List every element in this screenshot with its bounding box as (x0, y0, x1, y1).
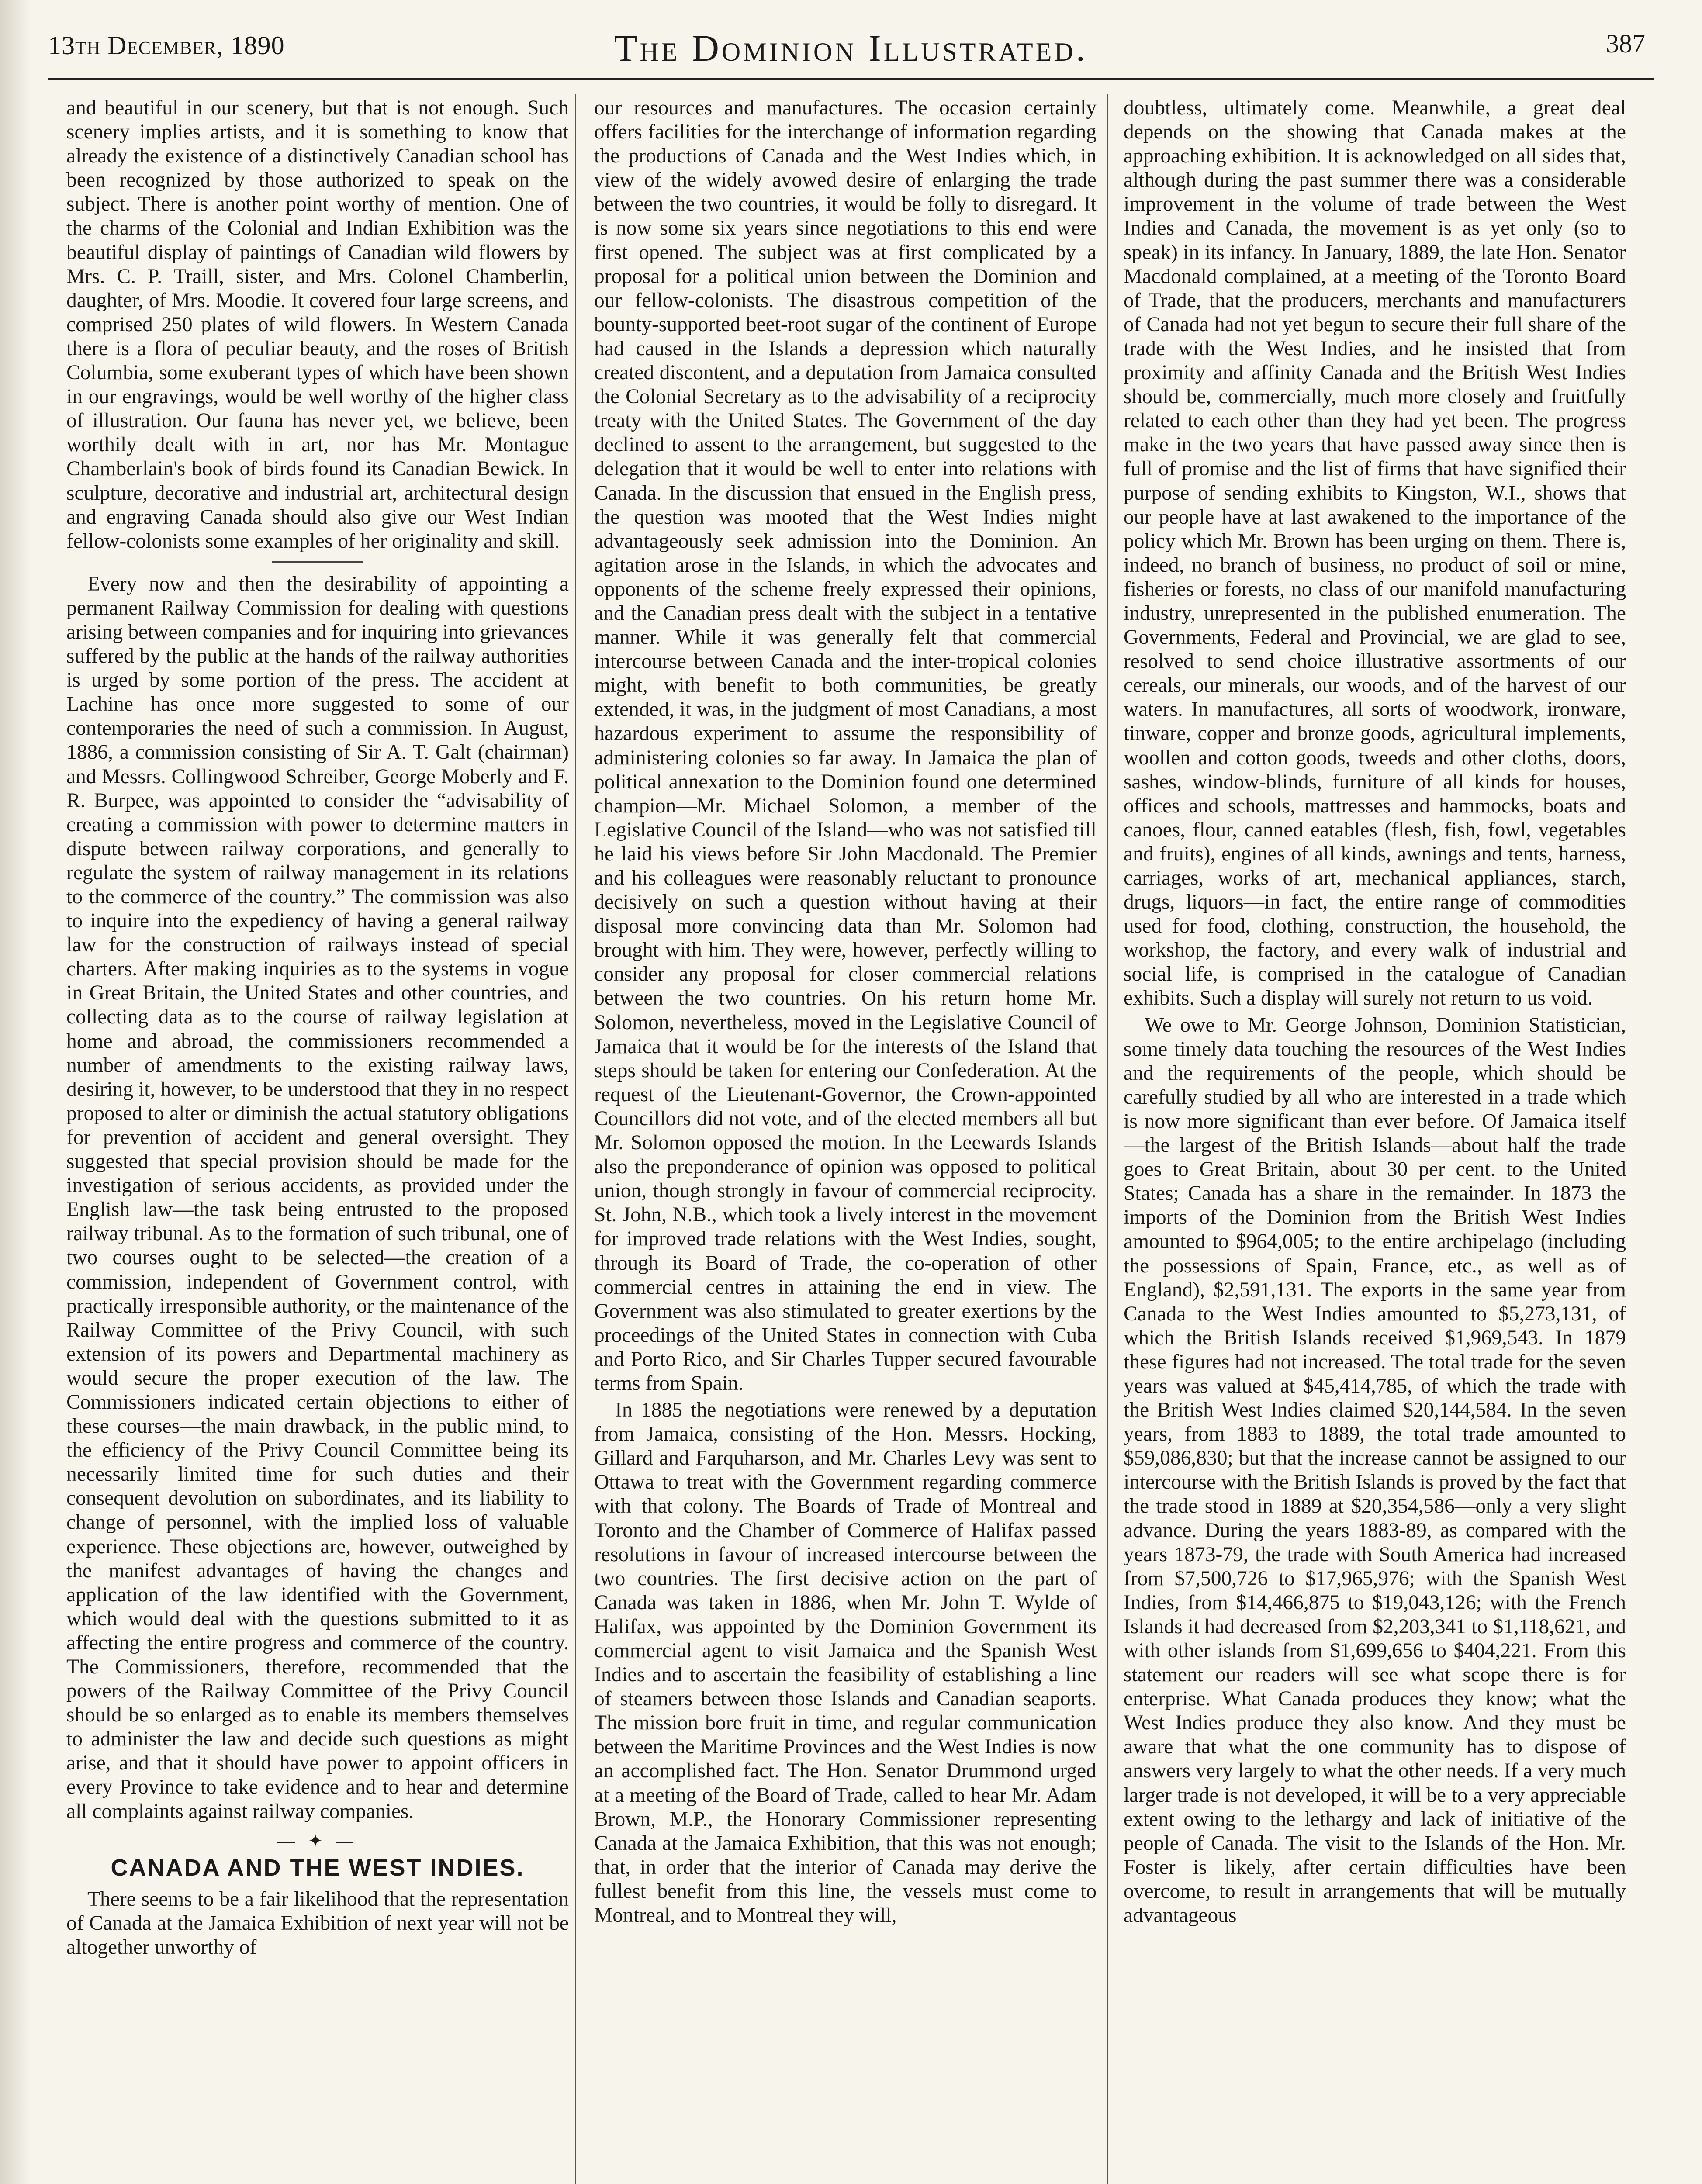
column-3 (1124, 96, 1626, 2184)
header-rule (48, 78, 1654, 80)
column-divider (575, 94, 576, 2184)
paragraph: doubtless, ultimately come. Meanwhile, a great deal depends on the showing that Canada makes at the approaching exhibition. It is acknowledged on all sides that, although during the past summer there was a considerable improvement in the volume of trade between the West Indies and Canada, the movement is as yet only (so to speak) in its infancy. In January, 1889, the late Hon. Senator Macdonald complained, at a meeting of the Toronto Board of Trade, that the producers, merchants and manufacturers of Canada had not yet begun to secure their full share of the trade with the West Indies, and he insisted that from proximity and affinity Canada and the British West Indies should be, commercially, much more closely and fruitfully related to each other than they had yet been. The progress make in the two years that have passed away since then is full of promise and the list of firms that have signified their purpose of sending exhibits to Kingston, W.I., shows that our people have at last awakened to the importance of the policy which Mr. Brown has been urging on them. There is, indeed, no branch of business, no product of soil or mine, fisheries or forests, no class of our manifold manufacturing industry, unrepresented in the published enumeration. The Governments, Federal and Provincial, we are glad to see, resolved to send choice illustrative assortments of our cereals, our minerals, our woods, and of the harvest of our waters. In manufactures, all sorts of woodwork, ironware, tinware, copper and bronze goods, agricultural implements, woollen and cotton goods, tweeds and other cloths, doors, sashes, window-blinds, furniture of all kinds for houses, offices and schools, mattresses and hammocks, boats and canoes, flour, canned eatables (flesh, fish, fowl, vegetables and fruits), engines of all kinds, awnings and tents, harness, carriages, works of art, mechanical appliances, starch, drugs, liquors—in fact, the entire range of commodities used for food, clothing, construction, the household, the workshop, the factory, and every walk of industrial and social life, is comprised in the catalogue of Canadian exhibits. Such a display will surely not return to us void. (1124, 97, 1626, 1010)
issue-date: 13th December, 1890 (48, 31, 285, 60)
paragraph: our resources and manufactures. The occasion certainly offers facilities for the interchange of information regarding the productions of Canada and the West Indies which, in view of the widely avowed desire of enlarging the trade between the two countries, it would be folly to disregard. It is now some six years since negotiations to this end were first opened. The subject was at first complicated by a proposal for a political union between the Dominion and our fellow-colonists. The disastrous competition of the bounty-supported beet-root sugar of the continent of Europe had caused in the Islands a depression which naturally created discontent, and a deputation from Jamaica consulted the Colonial Secretary as to the advisability of a reciprocity treaty with the United States. The Government of the day declined to assent to the arrangement, but suggested to the delegation that it would be well to enter into relations with Canada. In the discussion that ensued in the English press, the question was mooted that the West Indies might advantageously seek admission into the Dominion. An agitation arose in the Islands, in which the advocates and opponents of the scheme freely expressed their opinions, and the Canadian press dealt with the subject in a tentative manner. While it was generally felt that commercial intercourse between Canada and the inter-tropical colonies might, with benefit to both communities, be greatly extended, it was, in the judgment of most Canadians, a most hazardous experiment to assume the responsibility of administering colonies so far away. In Jamaica the plan of political annexation to the Dominion found one determined champion—Mr. Michael Solomon, a member of the Legislative Council of the Island—who was not satisfied till he laid his views before Sir John Macdonald. The Premier and his colleagues were reasonably reluctant to pronounce decisively on such a question without having at their disposal more convincing data than Mr. Solomon had brought with him. They were, however, perfectly willing to consider any proposal for closer commercial relations between the two countries. On his return home Mr. Solomon, nevertheless, moved in the Legislative Council of Jamaica that it would be for the interests of the Island that steps should be taken for entering our Confederation. At the request of the Lieutenant-Governor, the Crown-appointed Councillors did not vote, and of the elected members all but Mr. Solomon opposed the motion. In the Leewards Islands also the preponderance of opinion was opposed to political union, though strongly in favour of commercial reciprocity. St. John, N.B., which took a lively interest in the movement for improved trade relations with the West Indies, sought, through its Board of Trade, the co-operation of other commercial centres in attaining the end in view. The Government was also stimulated to greater exertions by the proceedings of the United States in connection with Cuba and Porto Rico, and Sir Charles Tupper secured favourable terms from Spain. (594, 97, 1097, 1395)
column-divider (1107, 94, 1108, 2184)
page-number: 387 (1606, 29, 1645, 58)
paragraph: Every now and then the desirability of appointing a permanent Railway Commission for dealing with questions arising between companies and for inquiring into grievances suffered by the public at the hands of the railway authorities is urged by some portion of the press. The accident at Lachine has once more suggested to some of our contemporaries the need of such a commission. In August, 1886, a commission consisting of Sir A. T. Galt (chairman) and Messrs. Collingwood Schreiber, George Moberly and F. R. Burpee, was appointed to consider the “advisability of creating a commission with power to determine matters in dispute between railway corporations, and generally to regulate the system of railway management in its relations to the commerce of the country.” The commission was also to inquire into the expediency of having a general railway law for the construction of railways instead of special charters. After making inquiries as to the systems in vogue in Great Britain, the United States and other countries, and collecting data as to the course of railway legislation at home and abroad, the commissioners recommended a number of amendments to the existing railway laws, desiring it, however, to be understood that they in no respect proposed to alter or diminish the actual statutory obligations for prevention of accident and general oversight. They suggested that special provision should be made for the investigation of serious accidents, as provided under the English law—the task being entrusted to the proposed railway tribunal. As to the formation of such tribunal, one of two courses ought to be selected—the creation of a commission, independent of Government control, with practically irresponsible authority, or the maintenance of the Railway Committee of the Privy Council, with such extension of its powers and Departmental machinery as would secure the proper execution of the law. The Commissioners indicated certain objections to either of these courses—the main drawback, in the public mind, to the efficiency of the Privy Council Committee being its necessarily limited time for such duties and their consequent devolution on subordinates, and its liability to change of personnel, with the implied loss of valuable experience. These objections are, however, outweighed by the manifest advantages of having the changes and application of the law identified with the Government, which would deal with the questions submitted to it as affecting the entire progress and commerce of the country. The Commissioners, therefore, recommended that the powers of the Railway Committee of the Privy Council should be so enlarged as to enable its members themselves to administer the law and decide such questions as might arise, and that it should have power to appoint officers in every Province to take evidence and to hear and determine all complaints against railway companies. (66, 572, 569, 1823)
section-heading: CANADA AND THE WEST INDIES. (111, 1854, 525, 1881)
section-separator (272, 561, 363, 563)
column-2 (594, 96, 1097, 2184)
paragraph: In 1885 the negotiations were renewed by a deputation from Jamaica, consisting of the Hon. Messrs. Hocking, Gillard and Farquharson, and Mr. Charles Levy was sent to Ottawa to treat with the Government regarding commerce with that colony. The Boards of Trade of Montreal and Toronto and the Chamber of Commerce of Halifax passed resolutions in favour of increased intercourse between the two countries. The first decisive action on the part of Canada was taken in 1886, when Mr. John T. Wylde of Halifax, was appointed by the Dominion Government its commercial agent to visit Jamaica and the Spanish West Indies and to ascertain the feasibility of establishing a line of steamers between those Islands and Canadian seaports. The mission bore fruit in time, and regular communication between the Maritime Provinces and the West Indies is now an accomplished fact. The Hon. Senator Drummond urged at a meeting of the Board of Trade, called to hear Mr. Adam Brown, M.P., the Honorary Commissioner representing Canada at the Jamaica Exhibition, that this was not enough; that, in order that the interior of Canada may derive the fullest benefit from this line, the vessels must come to Montreal, and to Montreal they will, (594, 1399, 1097, 1927)
page-edge-shadow (0, 0, 31, 2184)
paragraph: There seems to be a fair likelihood that the representation of Canada at the Jamaica Exhibition of next year will not be altogether unworthy of (66, 1888, 569, 1959)
publication-title: The Dominion Illustrated. (614, 27, 1088, 69)
column-1 (66, 96, 569, 2184)
ornamental-separator: — ✦ — (277, 1831, 358, 1851)
paragraph: We owe to Mr. George Johnson, Dominion Statistician, some timely data touching the resources of the West Indies and the requirements of the people, which should be carefully studied by all who are interested in a trade which is now more significant than ever before. Of Jamaica itself—the largest of the British Islands—about half the trade goes to Great Britain, about 30 per cent. to the United States; Canada has a share in the remainder. In 1873 the imports of the Dominion from the British West Indies amounted to $964,005; to the entire archipelago (including the possessions of Spain, France, etc., as well as of England), $2,591,131. The exports in the same year from Canada to the West Indies amounted to $5,273,131, of which the British Islands received $1,969,543. In 1879 these figures had not increased. The total trade for the seven years was valued at $45,414,785, of which the trade with the British West Indies claimed $20,144,584. In the seven years, from 1883 to 1889, the total trade amounted to $59,086,830; but that the increase cannot be assigned to our intercourse with the British Islands is proved by the fact that the trade stood in 1889 at $20,354,586—only a very slight advance. During the years 1883-89, as compared with the years 1873-79, the trade with South America had increased from $7,500,726 to $17,965,976; with the Spanish West Indies, from $14,466,875 to $19,043,126; with the French Islands it had decreased from $2,203,341 to $1,118,621, and with other islands from $1,699,656 to $404,221. From this statement our readers will see what scope there is for enterprise. What Canada produces they know; what the West Indies produce they also know. And they must be aware that what the one community has to dispose of answers very largely to what the other needs. If a very much larger trade is not developed, it will be to a very appreciable extent owing to the lethargy and lack of initiative of the people of Canada. The visit to the Islands of the Hon. Mr. Foster is likely, after certain difficulties have been overcome, to result in arrangements that will be mutually advantageous (1124, 1013, 1626, 1927)
page-header (0, 0, 1702, 87)
paragraph: and beautiful in our scenery, but that is not enough. Such scenery implies artists, and it is something to know that already the existence of a distinctively Canadian school has been recognized by those authorized to speak on the subject. There is another point worthy of mention. One of the charms of the Colonial and Indian Exhibition was the beautiful display of paintings of Canadian wild flowers by Mrs. C. P. Traill, sister, and Mrs. Colonel Chamberlin, daughter, of Mrs. Moodie. It covered four large screens, and comprised 250 plates of wild flowers. In Western Canada there is a flora of peculiar beauty, and the roses of British Columbia, some exuberant types of which have been shown in our engravings, would be well worthy of the higher class of illustration. Our fauna has never yet, we believe, been worthily dealt with in art, nor has Mr. Montague Chamberlain's book of birds found its Canadian Bewick. In sculpture, decorative and industrial art, architectural design and engraving Canada should also give our West Indian fellow-colonists some examples of her originality and skill. (66, 97, 569, 553)
